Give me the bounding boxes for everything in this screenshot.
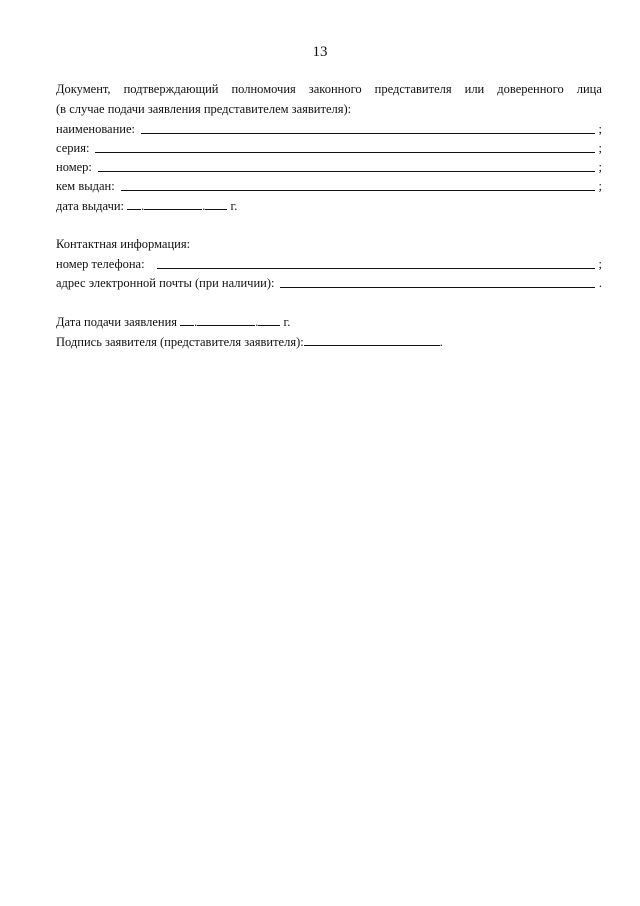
issuer-field-label: кем выдан: <box>56 179 115 193</box>
intro-word: подтверждающий <box>123 82 219 96</box>
series-field-blank[interactable] <box>95 151 594 153</box>
series-field-label: серия: <box>56 141 90 155</box>
issue-date-label: дата выдачи: <box>56 199 125 213</box>
intro-word: полномочия <box>231 82 296 96</box>
series-field-row <box>56 139 602 157</box>
issuer-field-row <box>56 177 602 195</box>
email-field-label: адрес электронной почты (при наличии): <box>56 276 275 290</box>
name-field-label: наименование: <box>56 122 136 136</box>
phone-field-label: номер телефона: <box>56 257 145 271</box>
intro-word: представителя <box>374 82 452 96</box>
signature-blank[interactable] <box>304 333 440 346</box>
issue-date-month-blank[interactable] <box>144 197 202 210</box>
name-field-blank[interactable] <box>141 132 595 134</box>
issue-date-row <box>56 197 602 215</box>
submission-date-dot: . <box>194 315 198 329</box>
number-field-blank[interactable] <box>98 170 595 172</box>
submission-date-day-blank[interactable] <box>180 313 194 326</box>
issue-date-dot: . <box>141 199 145 213</box>
intro-word: доверенного <box>497 82 564 96</box>
intro-word: Документ, <box>56 82 111 96</box>
email-field-row <box>56 274 602 292</box>
submission-date-year-suffix: г. <box>283 315 291 329</box>
submission-date-row <box>56 313 602 331</box>
signature-end: . <box>439 335 443 349</box>
issue-date-dot: . <box>202 199 206 213</box>
issuer-field-end: ; <box>598 179 602 193</box>
email-field-end: . <box>598 276 602 290</box>
signature-row <box>56 333 602 351</box>
submission-date-month-blank[interactable] <box>197 313 255 326</box>
intro-word: или <box>464 82 485 96</box>
phone-field-end: ; <box>598 257 602 271</box>
page-number: 13 <box>312 44 328 60</box>
phone-field-row <box>56 255 602 273</box>
number-field-row <box>56 158 602 176</box>
series-field-end: ; <box>598 141 602 155</box>
phone-field-blank[interactable] <box>157 267 595 269</box>
submission-date-dot: . <box>255 315 259 329</box>
number-field-end: ; <box>598 160 602 174</box>
email-field-blank[interactable] <box>280 286 594 288</box>
issuer-field-blank[interactable] <box>121 189 595 191</box>
intro-line-2: (в случае подачи заявления представителем заявителя): <box>56 102 352 116</box>
issue-date-year-blank[interactable] <box>205 197 227 210</box>
issue-date-year-suffix: г. <box>230 199 238 213</box>
issue-date-day-blank[interactable] <box>127 197 141 210</box>
contact-heading: Контактная информация: <box>56 237 191 251</box>
intro-word: лица <box>576 82 602 96</box>
intro-line-1 <box>56 80 602 98</box>
name-field-row <box>56 120 602 138</box>
number-field-label: номер: <box>56 160 92 174</box>
intro-word: законного <box>308 82 362 96</box>
name-field-end: ; <box>598 122 602 136</box>
submission-date-label: Дата подачи заявления <box>56 315 178 329</box>
signature-label: Подпись заявителя (представителя заявителя): <box>56 335 304 349</box>
submission-date-year-blank[interactable] <box>258 313 280 326</box>
